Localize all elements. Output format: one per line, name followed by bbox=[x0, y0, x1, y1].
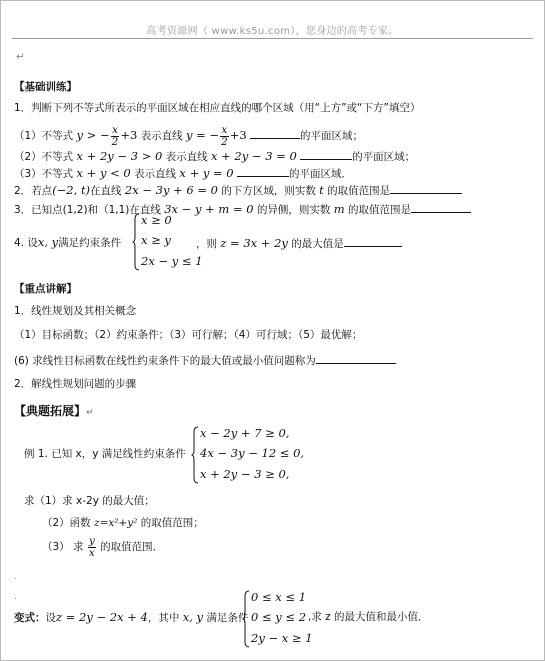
example-1-ask-2-pre: （2）函数 bbox=[42, 517, 91, 529]
q1-p1-ineq-a: y > − bbox=[76, 128, 110, 142]
example-1-row-1: x − 2y + 7 ≥ 0, bbox=[200, 426, 290, 440]
q4-row-1: x ≥ 0 bbox=[141, 213, 172, 227]
header-divider bbox=[12, 38, 533, 39]
variant-constraint-system bbox=[242, 590, 312, 648]
q2-pre: 2．若点 bbox=[14, 185, 53, 197]
q4-row-2: x ≥ y bbox=[141, 233, 171, 247]
q2-line: 2x − 3y + 6 = 0 bbox=[124, 183, 218, 197]
q1-p2-mid: 表示直线 bbox=[165, 151, 208, 163]
left-brace-icon bbox=[132, 213, 140, 271]
q3-pre: 3．已知点(1,2)和（1,1)在直线 bbox=[14, 204, 161, 216]
q3-line: 3x − y + m = 0 bbox=[164, 202, 254, 216]
answer-blank[interactable] bbox=[316, 352, 396, 364]
q2-mid: 在直线 bbox=[90, 185, 122, 197]
q4-objective bbox=[196, 235, 402, 251]
example-1-ask-2 bbox=[42, 516, 204, 530]
y-over-x-fraction bbox=[88, 536, 96, 559]
q4-constraint-system bbox=[132, 213, 202, 271]
paragraph-mark: . bbox=[14, 572, 17, 582]
example-1-constraint-system bbox=[191, 426, 305, 484]
frac-den: x bbox=[88, 546, 95, 559]
q4-obj: z = 3x + 2y bbox=[220, 236, 288, 250]
variant-intro bbox=[14, 610, 248, 625]
answer-blank[interactable] bbox=[237, 165, 289, 177]
q1-p3-mid: 表示直线 bbox=[134, 168, 177, 180]
q4-mid: 满足约束条件 bbox=[58, 237, 122, 249]
q1-p1-line-a: y = − bbox=[185, 128, 220, 142]
q1-p1-line-fraction bbox=[220, 125, 229, 148]
left-brace-icon bbox=[191, 426, 199, 484]
answer-blank[interactable] bbox=[411, 201, 471, 213]
key-line-1: 1．线性规划及其相关概念 bbox=[14, 305, 137, 317]
q4-pre: 4. 设 bbox=[14, 237, 38, 249]
example-1-row-3: x + 2y − 3 ≥ 0, bbox=[200, 467, 290, 481]
q2-tail: 的取值范围是 bbox=[327, 185, 391, 197]
return-mark: ↵ bbox=[16, 51, 25, 63]
q1-p2-pre: （2）不等式 bbox=[14, 151, 74, 163]
key-line-3-text: (6) 求线性目标函数在线性约束条件下的最大值或最小值问题称为 bbox=[14, 355, 316, 367]
q2 bbox=[14, 182, 462, 198]
section-key-points: 【重点讲解】 bbox=[14, 283, 77, 295]
q1-part1 bbox=[14, 120, 363, 150]
page-header: 高考资源网（ www.ks5u.com），您身边的高考专家。 bbox=[146, 26, 399, 37]
paragraph-mark: . bbox=[14, 592, 17, 602]
variant-row-1: 0 ≤ x ≤ 1 bbox=[251, 590, 307, 604]
q1-p1-line-b: +3 bbox=[229, 128, 247, 142]
q4-tail: 的最大值是 bbox=[291, 238, 344, 250]
variant-row-3: 2y − x ≥ 1 bbox=[251, 631, 313, 645]
q2-point: (−2, t) bbox=[52, 183, 91, 197]
q1-p3-line: x + y = 0 bbox=[179, 166, 234, 180]
variant-row-2: 0 ≤ y ≤ 2 bbox=[251, 610, 307, 624]
q2-post: 的下方区域，则实数 bbox=[221, 185, 316, 197]
q1-p3-ineq: x + y < 0 bbox=[76, 166, 131, 180]
q4-row-3: 2x − y ≤ 1 bbox=[141, 254, 203, 268]
section-typical-problems bbox=[14, 404, 94, 420]
answer-blank[interactable] bbox=[390, 182, 462, 194]
q3-mid: 的异侧，则实数 bbox=[256, 204, 331, 216]
q3-tail: 的取值范围是 bbox=[348, 204, 412, 216]
frac-den: 2 bbox=[111, 135, 119, 148]
q2-var: t bbox=[319, 183, 324, 197]
q3-var: m bbox=[333, 202, 345, 216]
q1-p2-line: x + 2y − 3 = 0 bbox=[211, 149, 297, 163]
q1-stem: 1．判断下列不等式所表示的平面区域在相应直线的哪个区域（用“上方”或“下方”填空） bbox=[14, 102, 421, 114]
variant-vars: x, y bbox=[182, 610, 203, 624]
example-1-ask-3-post: 的取值范围． bbox=[100, 541, 164, 553]
example-1-ask-3 bbox=[42, 532, 163, 562]
q4 bbox=[14, 235, 121, 250]
q1-p1-pre: （1）不等式 bbox=[14, 130, 74, 142]
q1-part3 bbox=[14, 165, 352, 181]
example-1-row-2: 4x − 3y − 12 ≤ 0, bbox=[200, 446, 305, 460]
q4-then: ，则 bbox=[196, 238, 217, 250]
example-1-ask-2-post: 的取值范围； bbox=[140, 517, 204, 529]
q3 bbox=[14, 201, 471, 217]
example-1-intro: 例 1. 已知 x，y 满足线性约束条件 bbox=[24, 448, 186, 460]
key-line-4: 2．解线性规划问题的步骤 bbox=[14, 378, 137, 390]
frac-den: 2 bbox=[221, 135, 228, 148]
frac-num: x bbox=[221, 123, 228, 136]
variant-mid: ，其中 bbox=[147, 612, 180, 624]
left-brace-icon bbox=[242, 590, 250, 648]
q1-part2 bbox=[14, 148, 415, 164]
q1-p1-fraction bbox=[111, 125, 120, 148]
q4-vars: x, y bbox=[37, 235, 59, 249]
section-basic-training: 【基础训练】 bbox=[14, 81, 77, 93]
variant-pre: 设 bbox=[45, 612, 56, 624]
frac-num: y bbox=[88, 534, 95, 547]
variant-label: 变式： bbox=[14, 612, 46, 624]
example-1-ask-3-pre: （3） 求 bbox=[42, 541, 84, 553]
answer-blank[interactable] bbox=[300, 148, 352, 160]
q1-p2-post: 的平面区域； bbox=[352, 151, 416, 163]
example-1-ask-1: 求（1）求 x-2y 的最大值； bbox=[24, 495, 155, 507]
key-line-2: （1）目标函数；（2）约束条件；（3）可行解；（4）可行域；（5）最优解； bbox=[14, 329, 363, 341]
variant-cond: 满足条件 bbox=[206, 612, 249, 624]
return-mark: ↵ bbox=[86, 408, 94, 418]
q1-p1-post: 的平面区域； bbox=[300, 130, 364, 142]
variant-expr: z = 2y − 2x + 4 bbox=[56, 610, 148, 624]
q1-p3-pre: （3）不等式 bbox=[14, 168, 74, 180]
answer-blank[interactable] bbox=[250, 127, 300, 139]
answer-blank[interactable] bbox=[344, 235, 402, 247]
variant-tail: ,求 z 的最大值和最小值． bbox=[308, 611, 429, 623]
q1-p1-mid: 表示直线 bbox=[140, 130, 183, 142]
q1-p1-ineq-b: +3 bbox=[120, 128, 138, 142]
section-typical-text: 【典题拓展】 bbox=[14, 404, 87, 418]
example-1-ask-2-expr: z=x²+y² bbox=[94, 517, 138, 529]
q1-p3-post: 的平面区域． bbox=[288, 168, 352, 180]
frac-num: x bbox=[112, 123, 118, 136]
q1-p2-ineq: x + 2y − 3 > 0 bbox=[76, 149, 163, 163]
key-line-3 bbox=[14, 352, 396, 368]
